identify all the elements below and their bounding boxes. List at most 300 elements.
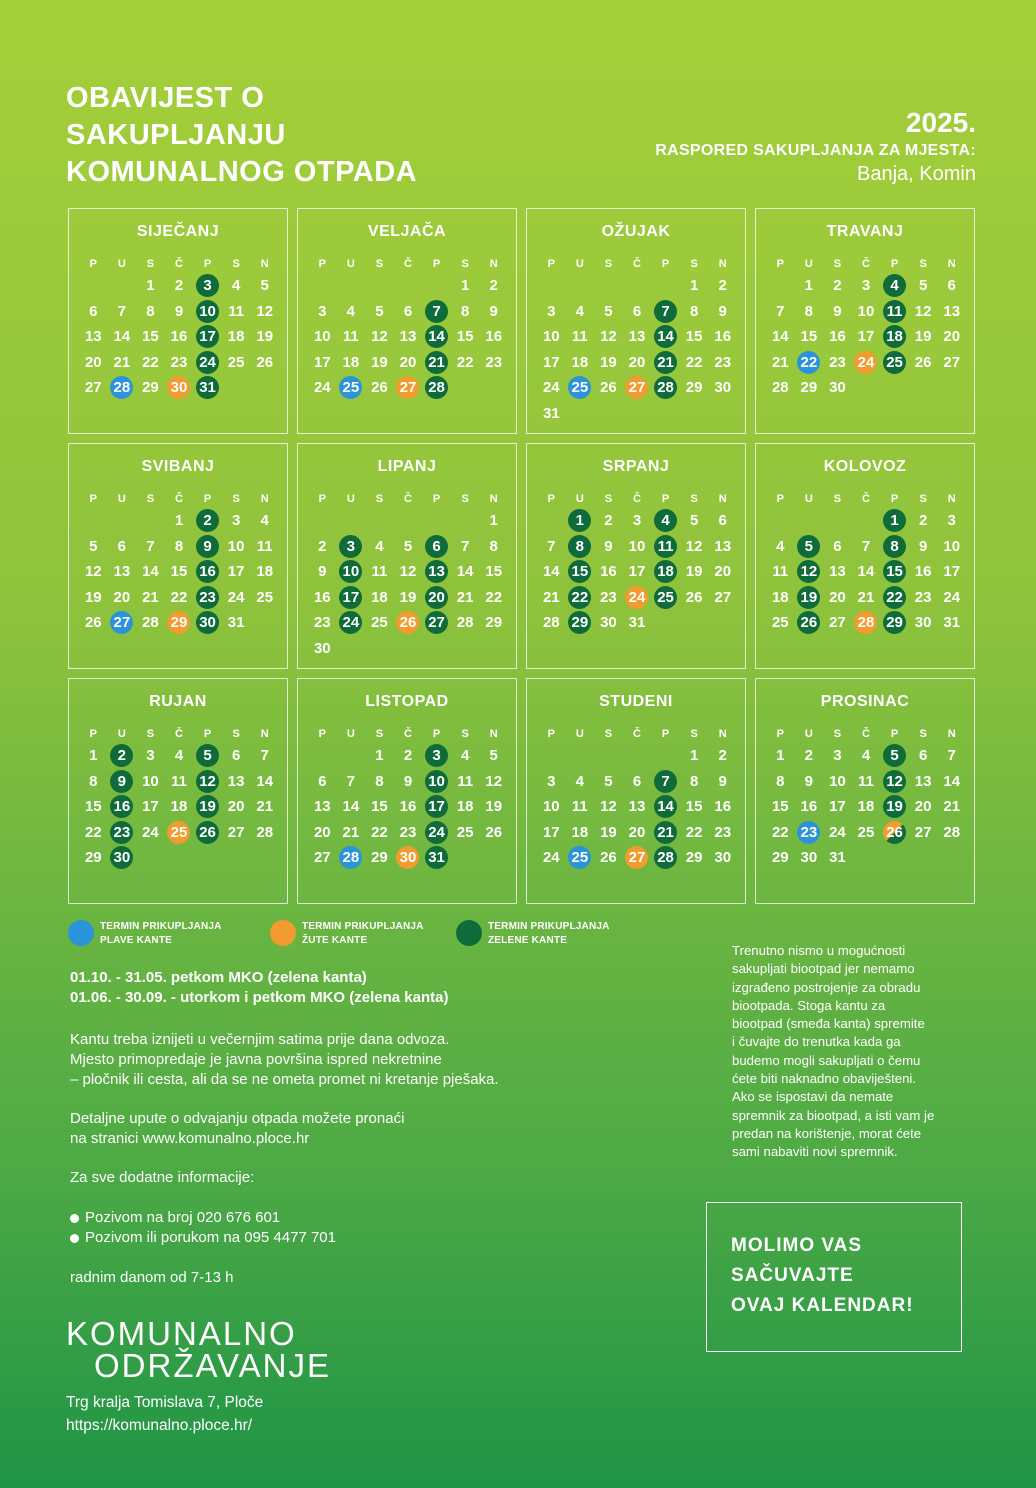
day-number: 28 [854,611,877,634]
day-number: 23 [485,353,503,371]
calendar-day [250,769,279,795]
calendar-day [79,743,108,769]
day-number: 9 [318,563,327,581]
weekday-label: Č [175,493,183,505]
calendar-day [394,534,423,560]
calendar-day [766,845,795,871]
calendar-day [79,299,108,325]
day-number: 31 [227,614,245,632]
weekday-label: U [575,493,584,505]
day-number: 1 [568,509,591,532]
weekday-label: S [146,728,155,740]
day-number: 2 [833,277,842,295]
calendar-day [222,769,251,795]
day-number: 2 [196,509,219,532]
calendar-day [795,743,824,769]
calendar-day [766,794,795,820]
day-number: 2 [318,537,327,555]
weekday-label: P [776,258,784,270]
calendar-day [537,610,566,636]
empty-cell [394,508,423,534]
day-number: 5 [883,744,906,767]
calendar-day [394,794,423,820]
calendar-day [79,559,108,585]
day-number: 20 [425,586,448,609]
day-number: 4 [883,274,906,297]
calendar-day [823,534,852,560]
day-number: 11 [256,537,273,555]
day-number: 25 [883,351,906,374]
day-number: 4 [260,512,269,530]
empty-cell [422,508,451,534]
weekday-label: U [804,493,813,505]
empty-cell [365,508,394,534]
weekday-label: U [117,493,126,505]
calendar-day [394,299,423,325]
calendar-day [337,769,366,795]
calendar-day [308,636,337,662]
info-line: Mjesto primopredaje je javna površina ispred nekretnine [70,1051,442,1068]
day-number: 26 [914,353,932,371]
day-number: 1 [776,747,785,765]
weekday-label: Č [404,493,412,505]
day-number: 9 [918,537,928,555]
month-card [755,208,975,434]
calendar-day [937,324,966,350]
day-number: 3 [833,747,842,765]
weekday-label: S [919,493,927,505]
year: 2025. [905,107,976,138]
calendar-day [708,273,737,299]
calendar-day [823,375,852,401]
phone-item [70,1208,670,1228]
day-number: 5 [196,744,219,767]
day-number: 10 [227,537,245,555]
bullet-icon [70,1234,79,1243]
calendar-day [136,299,165,325]
day-number: 14 [142,563,159,581]
day-number: 27 [914,823,932,841]
weekday-label: P [318,493,326,505]
day-number: 21 [113,353,131,371]
green-bin-day [880,794,909,820]
day-number: 6 [947,277,956,295]
day-number: 30 [829,379,846,397]
day-number: 31 [628,614,646,632]
day-number: 15 [883,560,906,583]
calendar-day [795,273,824,299]
calendar-day [136,350,165,376]
yellow-bin-day [165,820,194,846]
weekday-label: S [604,258,613,270]
calendar-day [365,324,394,350]
calendar-day [108,559,137,585]
calendar-day [365,350,394,376]
calendar-day [365,610,394,636]
calendar-day [79,375,108,401]
day-number: 27 [425,611,448,634]
calendar-day [680,820,709,846]
header-right [655,106,976,186]
calendar-day [852,324,881,350]
calendar-day [136,610,165,636]
green-bin-day [422,743,451,769]
footer-contact [66,1391,263,1437]
day-number: 30 [914,614,932,632]
day-number: 3 [318,302,327,320]
day-number: 8 [489,537,498,555]
calendar-day [308,820,337,846]
day-number: 1 [174,512,184,530]
calendar-day [79,820,108,846]
weekday-label: S [232,728,240,740]
calendar-day [708,299,737,325]
day-number: 24 [339,611,362,634]
calendar-day [937,769,966,795]
day-number: 8 [776,772,785,790]
day-number: 16 [714,798,732,816]
day-number: 22 [84,823,102,841]
day-number: 28 [425,376,448,399]
day-number: 16 [914,563,932,581]
day-number: 8 [804,302,814,320]
note-line: i čuvajte do trenutka kada ga [732,1034,901,1050]
day-number: 2 [804,747,814,765]
calendar-day [222,350,251,376]
day-number: 26 [485,823,503,841]
day-number: 22 [371,823,388,841]
day-number: 16 [485,328,503,346]
day-number: 20 [943,328,961,346]
schedule-label: RASPORED SAKUPLJANJA ZA MJESTA: [655,142,976,159]
weekday-label: Č [404,728,412,740]
blue-bin-day [566,845,595,871]
calendar-day [451,559,480,585]
calendar-day [766,743,795,769]
day-number: 27 [714,588,732,606]
green-bin-day [422,585,451,611]
day-number: 23 [110,821,133,844]
calendar-day [365,585,394,611]
calendar-day [108,350,137,376]
calendar-day [623,559,652,585]
day-number: 12 [485,772,503,790]
day-number: 6 [117,537,127,555]
day-number: 18 [256,563,274,581]
day-number: 6 [89,302,98,320]
day-number: 7 [776,302,785,320]
legend-text: TERMIN PRIKUPLJANJA [488,921,610,932]
day-number: 24 [854,351,877,374]
calendar-day [222,324,251,350]
green-bin-day [880,299,909,325]
calendar-day [708,559,737,585]
calendar-day [937,610,966,636]
calendar-day [394,820,423,846]
green-bin-day [108,769,137,795]
info-line: Detaljne upute o odvajanju otpada možete pronaći [70,1110,405,1127]
day-number: 11 [171,772,187,790]
day-number: 28 [110,376,133,399]
day-number: 14 [771,328,789,346]
green-bin-day [422,375,451,401]
calendar-day [222,508,251,534]
calendar-day [594,534,623,560]
day-number: 31 [196,376,219,399]
green-bin-day [566,534,595,560]
day-number: 6 [425,535,448,558]
calendar-day [623,508,652,534]
month-card [68,678,288,904]
calendar-day [708,820,737,846]
calendar-day [680,273,709,299]
day-number: 21 [142,588,159,606]
yellow-green-bin-day [880,820,909,846]
note-line: spremnik za biootpad, a isti vam je [732,1107,935,1123]
day-number: 15 [84,798,102,816]
calendar-day [222,299,251,325]
day-number: 18 [654,560,677,583]
day-number: 29 [568,611,591,634]
calendar-day [909,559,938,585]
green-bin-day [108,743,137,769]
empty-cell [136,508,165,534]
day-number: 20 [399,353,417,371]
info-block [70,968,670,1288]
weekday-label: S [690,258,698,270]
calendar-day [594,559,623,585]
day-number: 22 [883,586,906,609]
day-number: 10 [542,798,560,816]
day-number: 5 [797,535,820,558]
day-number: 4 [776,537,785,555]
green-bin-day [566,585,595,611]
day-number: 8 [375,772,384,790]
calendar-day [250,820,279,846]
calendar-day [451,769,480,795]
calendar-day [708,375,737,401]
day-number: 17 [829,798,846,816]
day-number: 21 [654,821,677,844]
calendar-day [623,324,652,350]
day-number: 23 [914,588,932,606]
day-number: 18 [571,353,589,371]
day-number: 17 [542,823,560,841]
green-bin-day [193,324,222,350]
day-number: 11 [883,300,906,323]
day-number: 19 [797,586,820,609]
calendar-day [795,324,824,350]
calendar-day [479,324,508,350]
green-bin-day [651,508,680,534]
green-bin-day [566,508,595,534]
day-number: 8 [146,302,155,320]
save-line: MOLIMO VAS [731,1235,863,1256]
green-bin-day [566,610,595,636]
green-bin-day [422,794,451,820]
yellow-bin-day [394,610,423,636]
day-number: 16 [313,588,331,606]
weekday-label: N [489,493,498,505]
day-number: 19 [256,328,274,346]
day-number: 14 [456,563,474,581]
calendar-day [537,350,566,376]
working-hours: radnim danom od 7-13 h [70,1269,234,1286]
calendar-day [680,375,709,401]
green-bin-day [193,769,222,795]
calendar-day [680,324,709,350]
calendar-day [165,299,194,325]
calendar-day [308,375,337,401]
weekday-label: P [776,728,784,740]
day-number: 10 [542,328,560,346]
day-number: 11 [342,328,359,346]
calendar-day [795,375,824,401]
green-bin-day [422,820,451,846]
calendar-day [108,585,137,611]
day-number: 11 [858,772,874,790]
empty-cell [823,508,852,534]
day-number: 13 [829,563,846,581]
day-number: 8 [568,535,591,558]
day-number: 28 [142,614,159,632]
calendar-day [108,299,137,325]
calendar-day [308,350,337,376]
weekday-label: S [604,493,613,505]
day-number: 5 [689,512,699,530]
day-number: 11 [571,798,588,816]
calendar-day [308,794,337,820]
calendar-day [479,273,508,299]
blue-bin-day [108,610,137,636]
phone-1: Pozivom na broj 020 676 601 [85,1209,281,1226]
calendar-day [566,769,595,795]
day-number: 14 [943,772,961,790]
calendar-day [451,324,480,350]
day-number: 21 [456,588,474,606]
calendar-day [937,559,966,585]
day-number: 10 [313,328,331,346]
day-number: 24 [425,821,448,844]
day-number: 6 [632,302,642,320]
calendar-day [594,324,623,350]
day-number: 13 [714,537,732,555]
weekday-label: P [776,493,784,505]
day-number: 6 [833,537,842,555]
day-number: 29 [883,611,906,634]
weekday-label: N [718,258,727,270]
day-number: 30 [313,639,331,657]
calendar-day [337,299,366,325]
legend-text: TERMIN PRIKUPLJANJA [100,921,222,932]
month-name: KOLOVOZ [823,458,907,475]
calendar-day [250,794,279,820]
weekday-label: S [919,728,927,740]
day-number: 15 [800,328,818,346]
calendar-day [222,534,251,560]
weekday-label: S [833,258,842,270]
blue-bin-day [566,375,595,401]
day-number: 25 [456,823,474,841]
day-number: 5 [604,772,613,790]
day-number: 1 [460,277,470,295]
empty-cell [308,508,337,534]
calendar-day [79,585,108,611]
green-bin-day [880,273,909,299]
day-number: 5 [403,537,413,555]
green-bin-day [795,610,824,636]
day-number: 21 [857,588,875,606]
calendar-day [537,845,566,871]
day-number: 28 [542,614,560,632]
calendar-day [222,794,251,820]
calendar-day [708,534,737,560]
logo-line-1: KOMUNALNO [66,1315,297,1352]
day-number: 7 [117,302,127,320]
legend-green [456,920,610,948]
weekday-label: U [346,493,355,505]
green-bin-day [193,610,222,636]
day-number: 11 [772,563,789,581]
calendar-day [479,585,508,611]
day-number: 19 [84,588,102,606]
legend-text: PLAVE KANTE [100,935,173,946]
weekday-label: P [890,258,899,270]
day-number: 13 [628,328,646,346]
green-bin-day [566,559,595,585]
day-number: 31 [542,404,560,422]
weekday-label: Č [404,258,412,270]
day-number: 29 [485,614,503,632]
day-number: 15 [170,563,188,581]
weekday-label: S [919,258,927,270]
day-number: 14 [654,795,677,818]
day-number: 26 [371,379,388,397]
calendar-day [537,794,566,820]
day-number: 21 [425,351,448,374]
info-line: Kantu treba iznijeti u večernjim satima prije dana odvoza. [70,1031,450,1048]
save-calendar-box [706,1202,962,1352]
day-number: 2 [718,747,727,765]
calendar-day [537,559,566,585]
weekday-label: P [203,493,212,505]
day-number: 3 [632,512,642,530]
empty-cell [108,508,137,534]
day-number: 14 [342,798,360,816]
day-number: 18 [170,798,188,816]
green-bin-day [651,534,680,560]
day-number: 13 [914,772,932,790]
empty-cell [308,273,337,299]
calendar-day [680,769,709,795]
green-bin-day [337,585,366,611]
weekday-label: P [89,258,97,270]
calendar-day [594,508,623,534]
green-bin-day [651,794,680,820]
month-card [297,678,517,904]
day-number: 14 [857,563,875,581]
empty-cell [422,273,451,299]
calendar-day [451,610,480,636]
day-number: 27 [110,611,133,634]
weekday-label: S [833,728,842,740]
day-number: 28 [943,823,961,841]
calendar-day [909,820,938,846]
website-link[interactable]: https://komunalno.ploce.hr/ [66,1417,253,1434]
period-1: 01.10. - 31.05. petkom MKO (zelena kanta) [70,969,367,986]
calendar-day [250,743,279,769]
day-number: 21 [256,798,274,816]
